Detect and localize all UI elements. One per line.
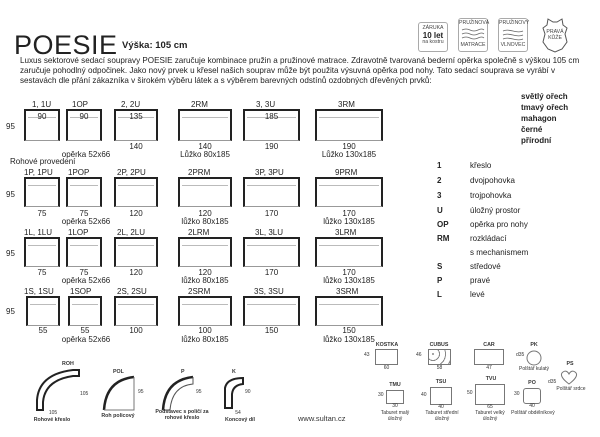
piece-diagram — [66, 237, 102, 267]
corner-code: P — [181, 369, 185, 375]
accessory-note: Polštář srdce — [556, 386, 586, 392]
accessory-dim: 47 — [486, 365, 492, 371]
warranty-badge-line3: na kostru — [422, 39, 444, 46]
accessory-code: TSU — [435, 379, 447, 385]
piece-width: 75 — [37, 209, 47, 218]
accessory-code: CUBUS — [429, 342, 449, 348]
piece-note: lůžko 80x185 — [181, 276, 229, 285]
piece-width: 135 — [129, 112, 143, 121]
piece-diagram — [315, 237, 383, 267]
piece-diagram — [114, 237, 158, 267]
piece-width: 190 — [342, 142, 356, 151]
piece-width: 170 — [342, 209, 356, 218]
accessory-dim: 30 — [514, 391, 520, 397]
accessory-dim: d35 — [516, 352, 525, 358]
warranty-badge-line1: ZÁRUKA — [422, 25, 444, 31]
piece-code: 1POP — [68, 168, 90, 177]
piece-note: opěrka 52x66 — [61, 150, 111, 159]
accessory-dim: 30 — [392, 403, 398, 409]
piece-note: lůžko 130x185 — [323, 217, 375, 226]
piece-diagram — [243, 177, 300, 207]
corner-dim-h: 95 — [196, 389, 202, 395]
accessory-code: TMU — [389, 382, 401, 388]
spring-mattress-icon — [459, 27, 487, 42]
piece-diagram — [24, 237, 60, 267]
piece-width: 75 — [79, 209, 89, 218]
legend-text: opěrka pro nohy — [470, 220, 528, 229]
accessory-code: PK — [530, 342, 538, 348]
legend-code: 1 — [437, 161, 442, 170]
warranty-badge-line2: 10 let — [422, 31, 444, 41]
accessory-code: KOSTKA — [375, 342, 399, 348]
piece-note: Lůžko 130x185 — [321, 150, 377, 159]
piece-width-outer: 190 — [264, 142, 279, 151]
finish-item: přírodní — [521, 136, 552, 145]
piece-note: lůžko 130x185 — [323, 335, 375, 344]
legend-text: úložný prostor — [470, 206, 521, 215]
corner-code: K — [232, 369, 236, 375]
corner-dim-h: 95 — [138, 389, 144, 395]
large-storage-stool-icon — [475, 384, 505, 405]
legend-text: dvojpohovka — [470, 176, 515, 185]
spring-mattress-line2: MATRACE — [460, 42, 486, 49]
piece-diagram — [66, 177, 102, 207]
piece-code: 3, 3U — [256, 100, 276, 109]
piece-diagram — [114, 177, 158, 207]
legend-code: RM — [437, 234, 450, 243]
depth-label: 95 — [6, 307, 15, 316]
depth-label: 95 — [6, 249, 15, 258]
accessory-note: Taburet střední úložný — [425, 410, 459, 422]
piece-note: opěrka 52x66 — [61, 335, 111, 344]
piece-code: 1OP — [72, 100, 89, 109]
accessory-note: Taburet velký úložný — [475, 410, 505, 422]
piece-width: 120 — [129, 268, 143, 277]
height-label: Výška: 105 cm — [122, 40, 188, 51]
piece-code: 2RM — [191, 100, 208, 109]
piece-code: 1, 1U — [32, 100, 52, 109]
piece-code: 3LRM — [335, 228, 357, 237]
piece-width: 120 — [198, 209, 212, 218]
piece-width: 120 — [198, 268, 212, 277]
piece-diagram — [178, 177, 232, 207]
depth-label: 95 — [6, 190, 15, 199]
accessory-dim: 30 — [378, 392, 384, 398]
accessory-dim: 58 — [436, 365, 443, 371]
piece-width: 150 — [264, 326, 279, 335]
piece-code: 2PRM — [188, 168, 211, 177]
warranty-badge — [418, 22, 448, 52]
spring-wave-line1: PRUŽINOVÝ — [499, 20, 530, 26]
piece-width: 170 — [342, 268, 356, 277]
accessory-dim: 43 — [364, 352, 370, 358]
spring-wave-icon — [499, 27, 527, 42]
legend-text: trojpohovka — [470, 191, 512, 200]
piece-code: 1S, 1SU — [24, 287, 54, 296]
accessory-note: Polštář kulatý — [518, 366, 549, 372]
spring-wave-badge — [498, 18, 528, 52]
piece-code: 2, 2U — [121, 100, 141, 109]
leather-line1: PRAVÁ — [546, 29, 564, 35]
accessory-code: PS — [566, 361, 574, 367]
piece-code: 2LRM — [188, 228, 210, 237]
accessory-code: TVU — [485, 376, 497, 382]
piece-note: Lůžko 80x185 — [180, 150, 230, 159]
corner-armchair-icon — [33, 366, 83, 412]
corner-label: Podstavec s poličí za rohové křeslo — [155, 409, 209, 421]
legend-text: s mechanismem — [470, 248, 529, 257]
piece-note: lůžko 80x185 — [181, 217, 229, 226]
corner-shelf-icon — [101, 374, 137, 414]
corner-base-icon — [160, 374, 196, 414]
spring-wave-line2: VLNOVEC — [500, 42, 526, 49]
piece-diagram — [114, 296, 158, 326]
piece-width-outer: 140 — [129, 142, 143, 151]
heart-pillow-icon — [558, 368, 580, 386]
piece-width: 90 — [37, 112, 47, 121]
finish-item: světlý ořech — [521, 92, 568, 101]
piece-width: 75 — [79, 268, 89, 277]
rect-pillow-icon — [523, 388, 541, 404]
accessory-dim: d35 — [548, 379, 557, 385]
finish-item: mahagon — [521, 114, 557, 123]
piece-code: 3S, 3SU — [254, 287, 284, 296]
piece-diagram — [243, 296, 300, 326]
accessory-dim: 40 — [438, 404, 444, 410]
piece-diagram — [243, 237, 300, 267]
piece-width: 100 — [198, 326, 212, 335]
corner-code: ROH — [62, 361, 74, 367]
piece-code: 2P, 2PU — [117, 168, 146, 177]
piece-diagram — [178, 109, 232, 141]
corner-dim-h: 105 — [80, 391, 89, 397]
corner-dim-w: 105 — [48, 410, 58, 416]
legend-code: P — [437, 276, 443, 285]
piece-code: 3RM — [338, 100, 355, 109]
accessory-note: Taburet malý úložný — [380, 410, 410, 422]
medium-storage-stool-icon — [430, 387, 452, 405]
legend-text: středové — [470, 262, 501, 271]
piece-width: 75 — [37, 268, 47, 277]
piece-note: opěrka 52x66 — [61, 276, 111, 285]
cubus-stool-icon — [428, 349, 451, 365]
piece-width: 100 — [129, 326, 143, 335]
brand-title: POESIE — [14, 30, 118, 60]
corner-label: Roh policový — [101, 413, 135, 419]
piece-diagram — [315, 109, 383, 141]
piece-note: lůžko 80x185 — [181, 335, 229, 344]
piece-code: 2L, 2LU — [117, 228, 146, 237]
piece-width: 185 — [264, 112, 279, 121]
small-storage-stool-icon — [386, 390, 404, 404]
legend-text: křeslo — [470, 161, 492, 170]
corner-dim-w: 54 — [235, 410, 241, 416]
piece-width: 120 — [129, 209, 143, 218]
corner-code: POL — [113, 369, 124, 375]
piece-code: 3SRM — [336, 287, 359, 296]
piece-width: 90 — [79, 112, 89, 121]
piece-code: 3P, 3PU — [255, 168, 284, 177]
finish-item: černé — [521, 125, 543, 134]
corner-label: Rohové křeslo — [33, 417, 71, 423]
piece-width: 55 — [80, 326, 90, 335]
piece-diagram — [178, 296, 232, 326]
piece-diagram — [315, 296, 383, 326]
piece-note: lůžko 130x185 — [323, 276, 375, 285]
leather-badge — [540, 16, 570, 54]
legend-text: levé — [470, 290, 485, 299]
corner-label: Koncový díl — [224, 417, 256, 423]
legend-code: L — [437, 290, 442, 299]
depth-label: 95 — [6, 122, 15, 131]
piece-code: 1LOP — [68, 228, 89, 237]
corner-dim-h: 90 — [245, 389, 251, 395]
accessory-note: Polštář obdélníkový — [511, 410, 555, 416]
spring-mattress-line1: PRUŽINOVÁ — [459, 20, 490, 26]
accessory-dim: 40 — [529, 403, 535, 409]
legend-code: U — [437, 206, 443, 215]
corner-variant-label: Rohové provedení — [10, 157, 76, 166]
piece-width: 170 — [264, 209, 279, 218]
piece-width: 170 — [264, 268, 279, 277]
piece-diagram — [68, 296, 102, 326]
accessory-dim: 60 — [383, 365, 390, 371]
accessory-code: CAR — [483, 342, 495, 348]
accessory-code: PO — [528, 380, 536, 386]
piece-width: 140 — [198, 142, 212, 151]
piece-note: opěrka 52x66 — [61, 217, 111, 226]
legend-code: 3 — [437, 191, 442, 200]
accessory-dim: 50 — [467, 390, 473, 396]
finish-item: tmavý ořech — [521, 103, 569, 112]
piece-diagram — [24, 177, 60, 207]
cube-stool-icon — [375, 349, 398, 365]
piece-code: 3L, 3LU — [255, 228, 284, 237]
piece-code: 2S, 2SU — [117, 287, 147, 296]
accessory-dim: 65 — [487, 404, 493, 410]
piece-width: 150 — [342, 326, 356, 335]
accessory-dim: 46 — [416, 352, 422, 358]
piece-width: 55 — [38, 326, 48, 335]
spring-mattress-badge — [458, 18, 488, 52]
piece-code: 1P, 1PU — [24, 168, 53, 177]
piece-diagram — [26, 296, 60, 326]
website-link[interactable]: www.sultan.cz — [298, 414, 346, 423]
piece-diagram — [178, 237, 232, 267]
piece-code: 2SRM — [188, 287, 211, 296]
legend-text: rozkládací — [470, 234, 507, 243]
piece-code: 1L, 1LU — [24, 228, 53, 237]
piece-diagram — [315, 177, 383, 207]
piece-code: 9PRM — [335, 168, 358, 177]
legend-code: OP — [437, 220, 449, 229]
leather-line2: KŮŽE — [548, 35, 562, 41]
car-stool-icon — [474, 349, 504, 365]
piece-code: 1SOP — [70, 287, 92, 296]
intro-paragraph: Luxus sektorové sedací soupravy POESIE zaručuje kombinace pružin a pružinové matrace. Zdravotně tvarovaná bederní opěrka společně s výškou 105 cm zaručuje pohodlný odpočinek. Jako nový prvek u křesel našich souprav může být použita výsuvná opěrka pod nohy. Tato sedací souprava se vyrábí v sestavách dle přání zákazníka v širokém výběru látek a s výběrem barevných odstínů ozdobných dřevěných prvků: — [20, 56, 580, 86]
accessory-dim: 40 — [421, 392, 427, 398]
round-pillow-icon — [524, 349, 544, 367]
legend-text: pravé — [470, 276, 491, 285]
legend-code: 2 — [437, 176, 442, 185]
legend-code: S — [437, 262, 443, 271]
